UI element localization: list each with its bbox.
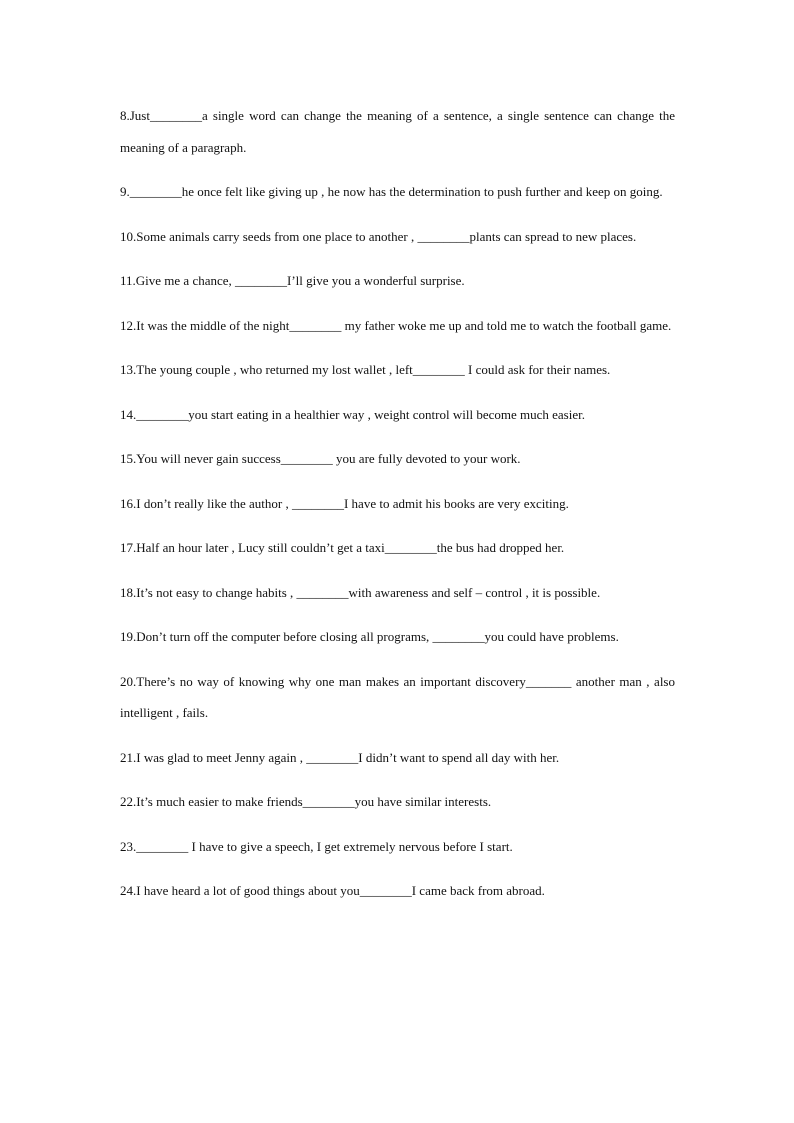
question-23: 23.________ I have to give a speech, I get extremely nervous before I start. (120, 838, 513, 854)
question-12: 12.It was the middle of the night________ my father woke me up and told me to watch the football game. (120, 317, 672, 333)
question-19: 19.Don’t turn off the computer before closing all programs, ________you could have problems. (120, 629, 619, 644)
question-24: 24.I have heard a lot of good things about you________I came back from abroad. (120, 883, 545, 898)
question-10: 10.Some animals carry seeds from one place to another , ________plants can spread to new places. (120, 228, 637, 244)
question-13: 13.The young couple , who returned my lost wallet , left________ I could ask for their names. (120, 362, 611, 377)
question-14: 14.________you start eating in a healthier way , weight control will become much easier. (120, 406, 585, 422)
question-18: 18.It’s not easy to change habits , ________with awareness and self – control , it is possible. (120, 584, 601, 600)
question-16: 16.I don’t really like the author , ________I have to admit his books are very exciting. (120, 495, 569, 511)
question-17: 17.Half an hour later , Lucy still couldn’t get a taxi________the bus had dropped her. (120, 540, 565, 555)
worksheet-page (120, 100, 675, 920)
question-22: 22.It’s much easier to make friends________you have similar interests. (120, 794, 492, 809)
question-11: 11.Give me a chance, ________I’ll give you a wonderful surprise. (120, 273, 465, 288)
question-21: 21.I was glad to meet Jenny again , ________I didn’t want to spend all day with her. (120, 749, 560, 765)
question-8: 8.Just________a single word can change the meaning of a sentence, a single sentence can change the meaning of a paragraph. (120, 108, 675, 155)
question-20: 20.There’s no way of knowing why one man makes an important discovery_______ another man , also intelligent , fails. (120, 673, 675, 720)
question-9: 9.________he once felt like giving up , he now has the determination to push further and keep on going. (120, 184, 663, 199)
question-15: 15.You will never gain success________ you are fully devoted to your work. (120, 451, 521, 466)
